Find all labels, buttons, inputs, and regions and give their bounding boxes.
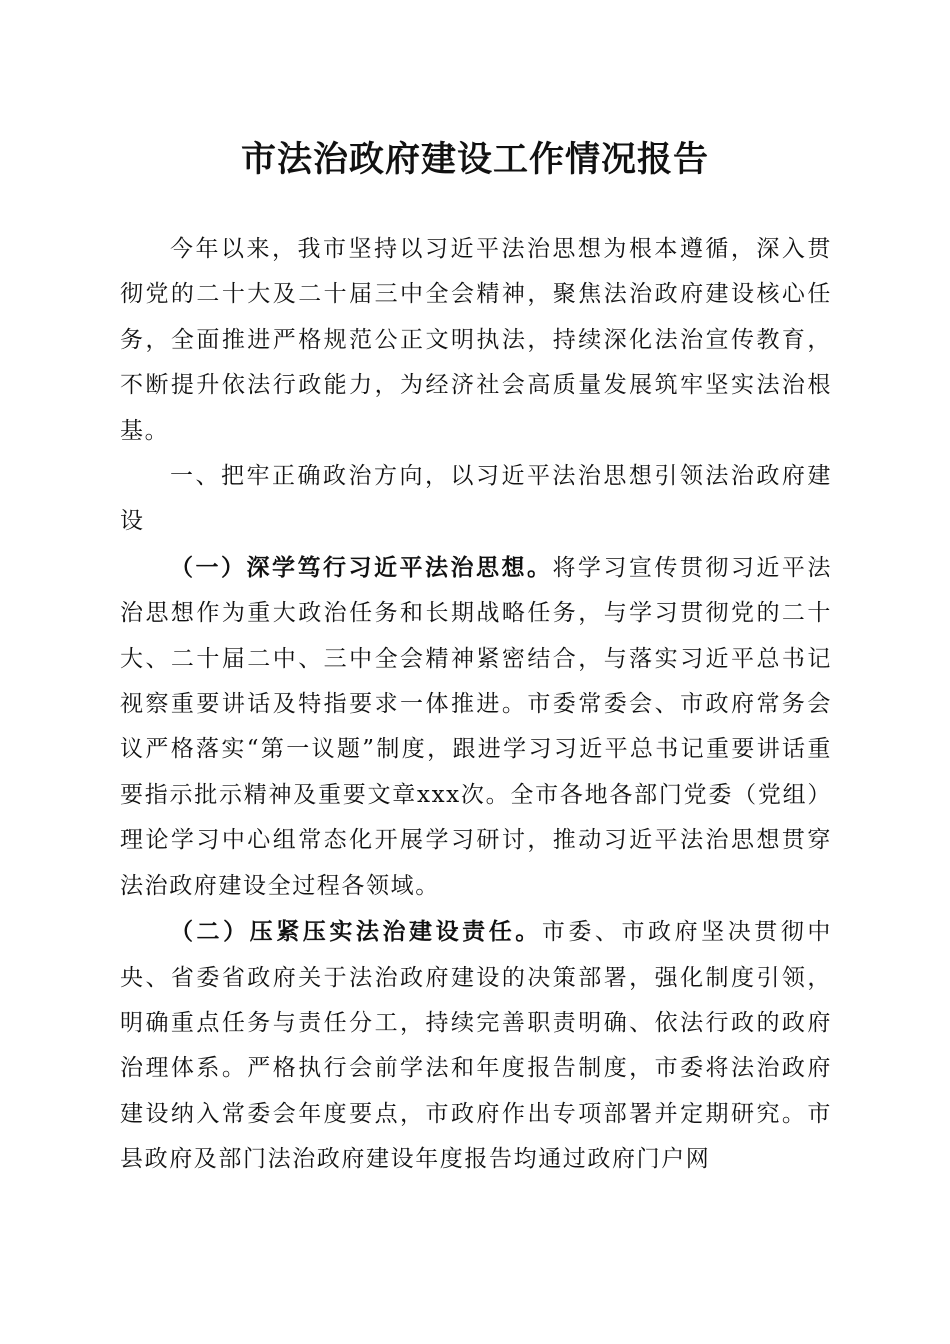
subsection-2-text: 市委、市政府坚决贯彻中央、省委省政府关于法治政府建设的决策部署，强化制度引领，明确重点任务与责任分工，持续完善职责明确、依法行政的政府治理体系。严格执行会前学法和年度报告制度，市委将法治政府建设纳入常委会年度要点，市政府作出专项部署并定期研究。市县政府及部门法治政府建设年度报告均通过政府门户网 — [120, 919, 832, 1173]
subsection-2-heading: （二）压紧压实法治建设责任。 — [170, 918, 542, 946]
subsection-1-heading: （一）深学笃行习近平法治思想。 — [170, 553, 553, 581]
section-heading-1-text: 一、把牢正确政治方向，以习近平法治思想引领法治政府建设 — [120, 463, 832, 535]
subsection-paragraph-2 — [120, 909, 832, 1182]
document-title: 市法治政府建设工作情况报告 — [240, 139, 709, 180]
intro-paragraph-text: 今年以来，我市坚持以习近平法治思想为根本遵循，深入贯彻党的二十大及二十届三中全会精神，聚焦法治政府建设核心任务，全面推进严格规范公正文明执法，持续深化法治宣传教育，不断提升依法行政能力，为经济社会高质量发展筑牢坚实法治根基。 — [120, 236, 832, 444]
document-body — [120, 227, 832, 1183]
intro-paragraph — [120, 227, 832, 454]
section-heading-1 — [120, 454, 832, 545]
subsection-1-text: 将学习宣传贯彻习近平法治思想作为重大政治任务和长期战略任务，与学习贯彻党的二十大、二十届二中、三中全会精神紧密结合，与落实习近平总书记视察重要讲话及特指要求一体推进。市委常委会、市政府常务会议严格落实“第一议题”制度，跟进学习习近平总书记重要讲话重要指示批示精神及重要文章xxx次。全市各地各部门党委（党组）理论学习中心组常态化开展学习研讨，推动习近平法治思想贯穿法治政府建设全过程各领域。 — [120, 554, 832, 899]
subsection-paragraph-1 — [120, 545, 832, 909]
